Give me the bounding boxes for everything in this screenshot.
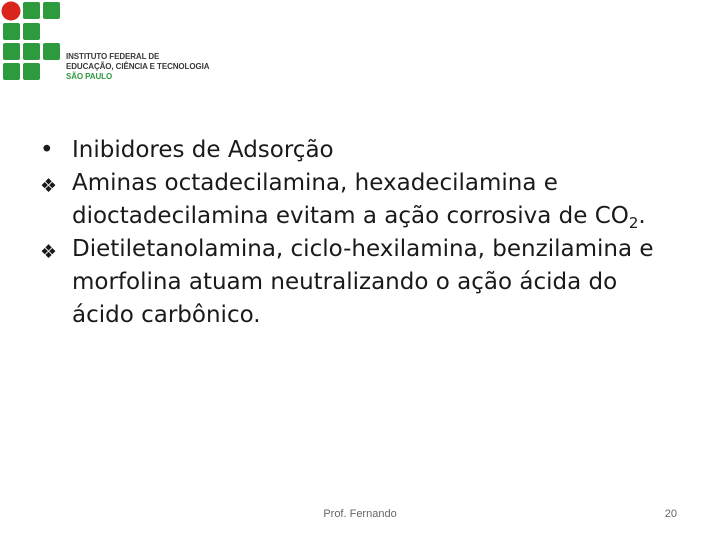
diamond-bullet-icon: ❖ <box>40 175 58 197</box>
institution-logo <box>0 0 210 90</box>
footer-page-number: 20 <box>664 508 677 520</box>
logo-line-1: INSTITUTO FEDERAL DE <box>66 52 160 61</box>
sub-item-2 <box>40 233 680 332</box>
logo-text <box>66 52 209 82</box>
bullet-item <box>40 134 680 167</box>
sub-item-1-suffix: . <box>638 203 646 229</box>
footer-author: Prof. Fernando <box>323 508 397 520</box>
logo-line-2: EDUCAÇÃO, CIÊNCIA E TECNOLOGIA <box>66 62 210 71</box>
slide-content <box>40 134 680 332</box>
ifsp-logo-icon <box>0 0 64 84</box>
bullet-dot-icon: • <box>40 137 54 163</box>
diamond-bullet-icon: ❖ <box>40 241 58 263</box>
sub-item-2-text: Dietiletanolamina, ciclo-hexilamina, benzilamina e morfolina atuam neutralizando o ação ácida do ácido carbônico. <box>72 236 654 328</box>
logo-line-3: SÃO PAULO <box>66 72 113 81</box>
subscript-2: 2 <box>628 214 639 232</box>
sub-item-1-text: Aminas octadecilamina, hexadecilamina e dioctadecilamina evitam a ação corrosiva de CO <box>72 170 629 229</box>
bullet-title: Inibidores de Adsorção <box>72 137 334 163</box>
sub-item-1 <box>40 167 680 233</box>
